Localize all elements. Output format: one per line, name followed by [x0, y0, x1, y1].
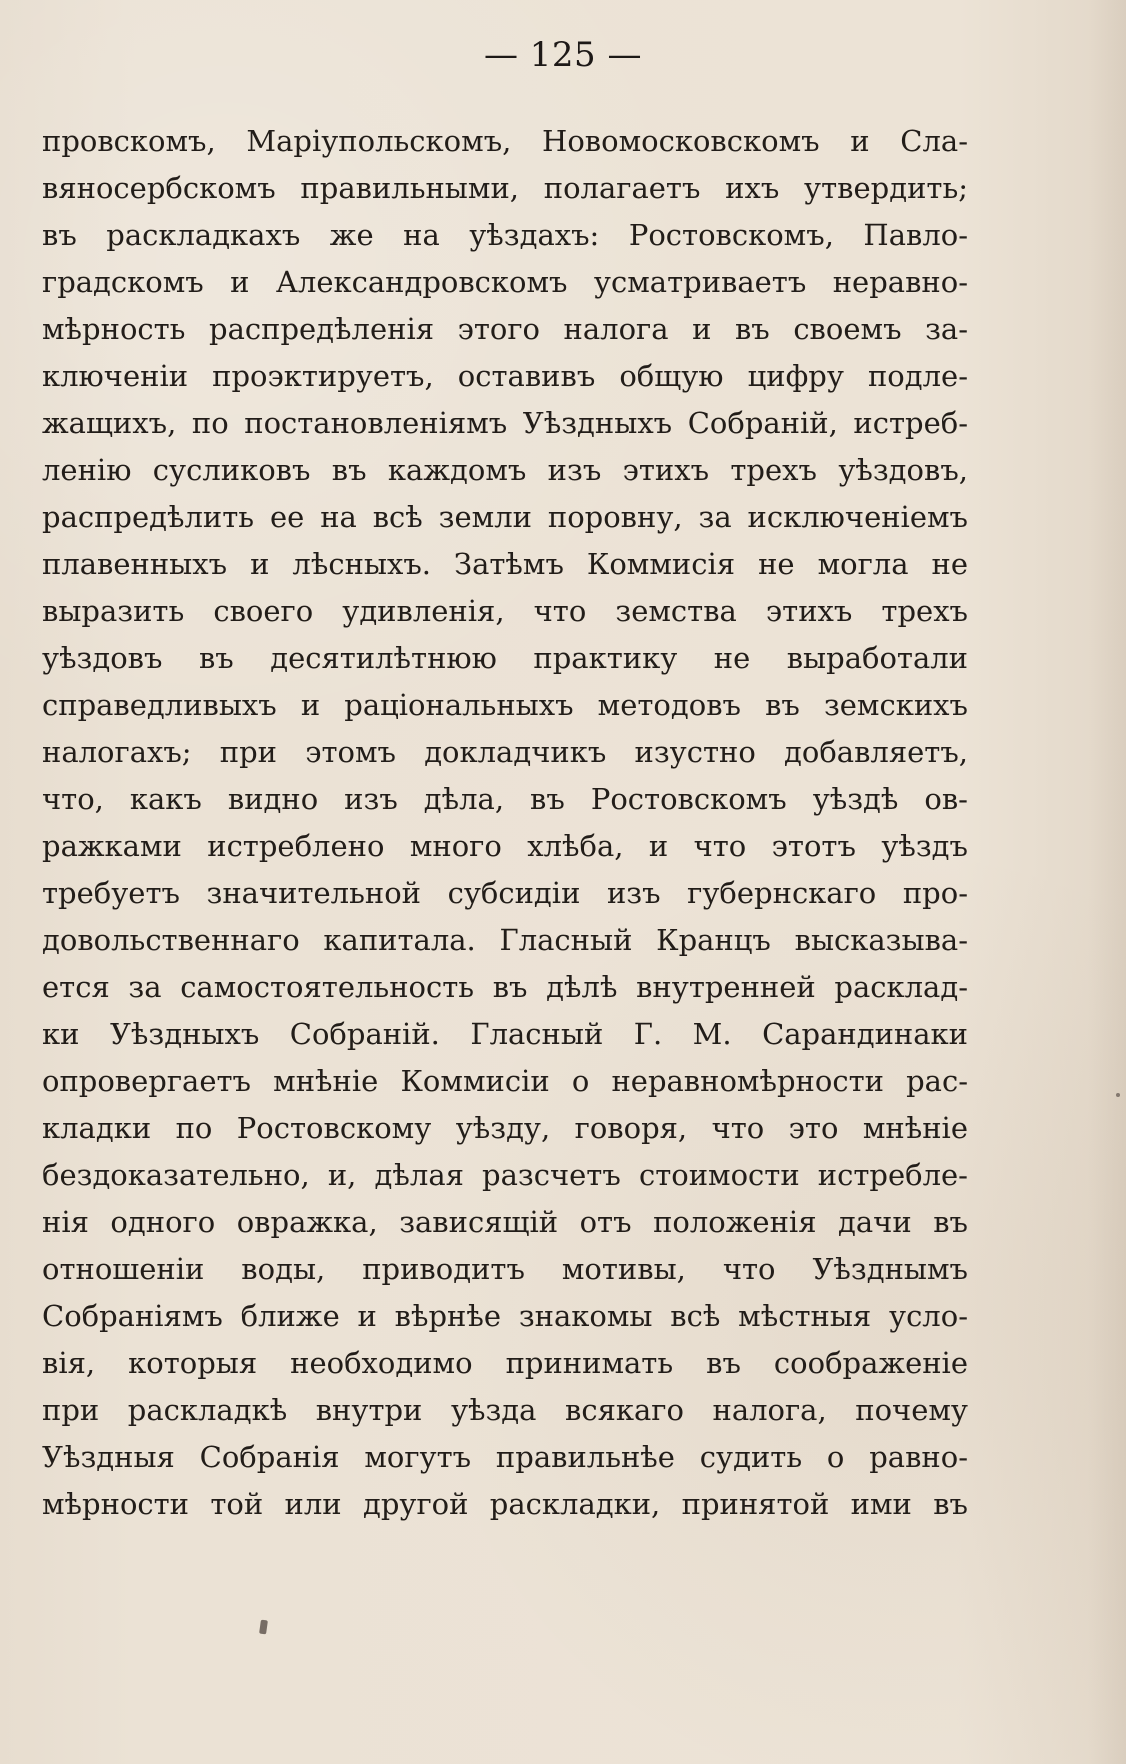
text-line: требуетъ значительной субсидіи изъ губернскаго про-	[42, 876, 968, 910]
text-line: справедливыхъ и раціональныхъ методовъ въ земскихъ	[42, 688, 968, 722]
text-line: выразить своего удивленія, что земства этихъ трехъ	[42, 594, 968, 628]
text-line: налогахъ; при этомъ докладчикъ изустно добавляетъ,	[42, 735, 968, 769]
paper-edge-shadow	[1088, 0, 1126, 1764]
text-line: нія одного овражка, зависящій отъ положенія дачи въ	[42, 1205, 968, 1239]
text-line: ключеніи проэктируетъ, оставивъ общую цифру подле-	[42, 359, 968, 393]
text-line: провскомъ, Маріупольскомъ, Новомосковскомъ и Сла-	[42, 124, 968, 158]
text-line: Собраніямъ ближе и вѣрнѣе знакомы всѣ мѣстныя усло-	[42, 1299, 968, 1333]
text-line: уѣздовъ въ десятилѣтнюю практику не выработали	[42, 641, 968, 675]
text-line: Уѣздныя Собранія могутъ правильнѣе судить о равно-	[42, 1440, 968, 1474]
text-line: плавенныхъ и лѣсныхъ. Затѣмъ Коммисія не могла не	[42, 547, 968, 581]
text-line: въ раскладкахъ же на уѣздахъ: Ростовскомъ, Павло-	[42, 218, 968, 252]
text-line: при раскладкѣ внутри уѣзда всякаго налога, почему	[42, 1393, 968, 1427]
text-line: жащихъ, по постановленіямъ Уѣздныхъ Собраній, истреб-	[42, 406, 968, 440]
print-mark	[1116, 1093, 1120, 1097]
text-line: распредѣлить ее на всѣ земли поровну, за исключеніемъ	[42, 500, 968, 534]
text-line: ленію сусликовъ въ каждомъ изъ этихъ трехъ уѣздовъ,	[42, 453, 968, 487]
body-text	[42, 118, 968, 1528]
text-line: мѣрности той или другой раскладки, принятой ими въ	[42, 1487, 968, 1521]
text-line: градскомъ и Александровскомъ усматриваетъ неравно-	[42, 265, 968, 299]
text-line: ки Уѣздныхъ Собраній. Гласный Г. М. Сарандинаки	[42, 1017, 968, 1051]
text-line: ражками истреблено много хлѣба, и что этотъ уѣздъ	[42, 829, 968, 863]
text-line: опровергаетъ мнѣніе Коммисіи о неравномѣрности рас-	[42, 1064, 968, 1098]
text-line: вія, которыя необходимо принимать въ соображеніе	[42, 1346, 968, 1380]
text-line: что, какъ видно изъ дѣла, въ Ростовскомъ уѣздѣ ов-	[42, 782, 968, 816]
paper-blemish	[259, 1620, 268, 1635]
text-line: мѣрность распредѣленія этого налога и въ своемъ за-	[42, 312, 968, 346]
text-line: вяносербскомъ правильными, полагаетъ ихъ утвердить;	[42, 171, 968, 205]
text-line: отношеніи воды, приводитъ мотивы, что Уѣзднымъ	[42, 1252, 968, 1286]
text-line: ется за самостоятельность въ дѣлѣ внутренней расклад-	[42, 970, 968, 1004]
text-line: довольственнаго капитала. Гласный Кранцъ высказыва-	[42, 923, 968, 957]
text-line: бездоказательно, и, дѣлая разсчетъ стоимости истребле-	[42, 1158, 968, 1192]
text-line: кладки по Ростовскому уѣзду, говоря, что это мнѣніе	[42, 1111, 968, 1145]
page-number: — 125 —	[483, 35, 642, 75]
